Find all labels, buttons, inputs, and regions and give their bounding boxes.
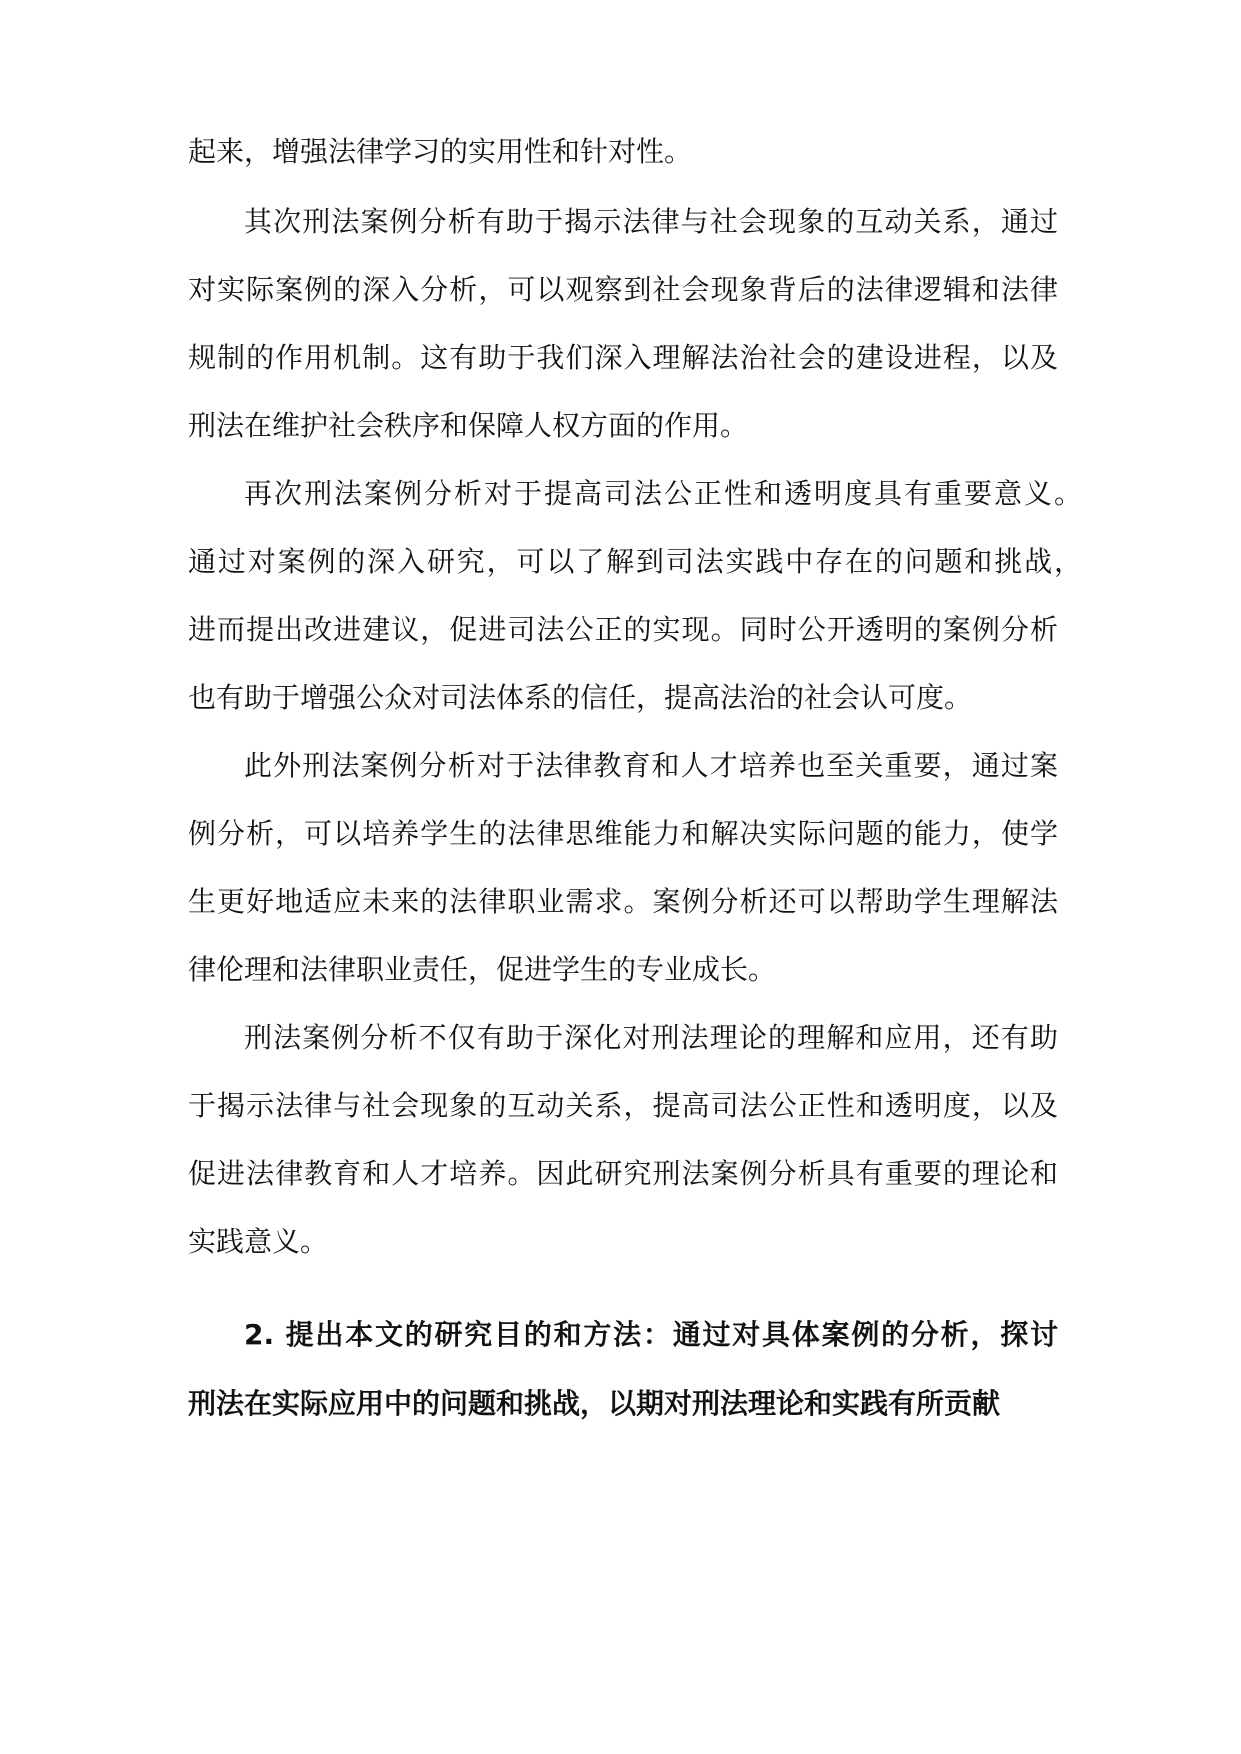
paragraph-line: 实践意义。: [188, 1225, 329, 1258]
section-heading-line: 2. 提出本文的研究目的和方法：通过对具体案例的分析，探讨: [244, 1318, 1058, 1351]
paragraph-line: 对实际案例的深入分析，可以观察到社会现象背后的法律逻辑和法律: [188, 273, 1058, 306]
paragraph-line: 通过对案例的深入研究，可以了解到司法实践中存在的问题和挑战，: [188, 545, 1082, 578]
paragraph-line: 再次刑法案例分析对于提高司法公正性和透明度具有重要意义。: [244, 477, 1082, 510]
paragraph-line: 例分析，可以培养学生的法律思维能力和解决实际问题的能力，使学: [188, 817, 1058, 850]
paragraph-line: 其次刑法案例分析有助于揭示法律与社会现象的互动关系，通过: [244, 205, 1058, 238]
paragraph-line: 刑法在维护社会秩序和保障人权方面的作用。: [188, 409, 749, 442]
paragraph-line: 规制的作用机制。这有助于我们深入理解法治社会的建设进程，以及: [188, 341, 1058, 374]
paragraph-line: 此外刑法案例分析对于法律教育和人才培养也至关重要，通过案: [244, 749, 1058, 782]
section-heading-line: 刑法在实际应用中的问题和挑战，以期对刑法理论和实践有所贡献: [188, 1387, 1001, 1420]
paragraph-line: 于揭示法律与社会现象的互动关系，提高司法公正性和透明度，以及: [188, 1089, 1058, 1122]
paragraph-line: 刑法案例分析不仅有助于深化对刑法理论的理解和应用，还有助: [244, 1021, 1058, 1054]
paragraph-line: 也有助于增强公众对司法体系的信任，提高法治的社会认可度。: [188, 681, 973, 714]
paragraph-line: 进而提出改进建议，促进司法公正的实现。同时公开透明的案例分析: [188, 613, 1058, 646]
paragraph-line: 促进法律教育和人才培养。因此研究刑法案例分析具有重要的理论和: [188, 1157, 1058, 1190]
paragraph-line: 律伦理和法律职业责任，促进学生的专业成长。: [188, 953, 777, 986]
paragraph-line: 生更好地适应未来的法律职业需求。案例分析还可以帮助学生理解法: [188, 885, 1058, 918]
paragraph-line: 起来，增强法律学习的实用性和针对性。: [188, 135, 693, 168]
